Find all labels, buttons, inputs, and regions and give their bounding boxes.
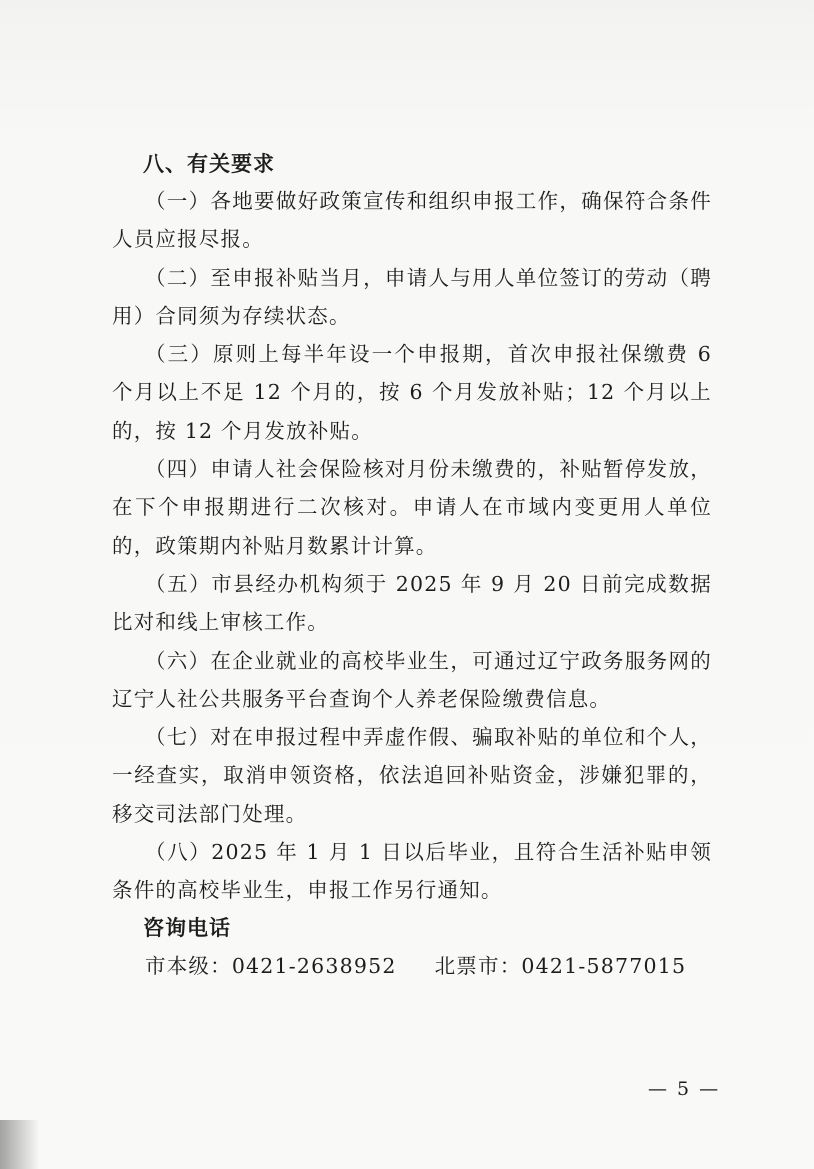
paragraph-3: （三）原则上每半年设一个申报期，首次申报社保缴费 6 个月以上不足 12 个月的，按 6 个月发放补贴；12 个月以上的，按 12 个月发放补贴。 (112, 342, 712, 443)
contact-list (112, 946, 712, 986)
contact-phone-city: 0421-2638952 (231, 953, 397, 978)
paragraph-8: （八）2025 年 1 月 1 日以后毕业，且符合生活补贴申领条件的高校毕业生，申报工作另行通知。 (112, 840, 712, 903)
paragraph-2: （二）至申报补贴当月，申请人与用人单位签订的劳动（聘用）合同须为存续状态。 (112, 265, 712, 328)
contact-label-beipiao: 北票市： (434, 953, 522, 978)
scan-edge-shadow (0, 1120, 40, 1169)
paragraph-4: （四）申请人社会保险核对月份未缴费的，补贴暂停发放，在下个申报期进行二次核对。申请人在市域内变更用人单位的，政策期内补贴月数累计计算。 (112, 457, 712, 558)
paragraph-5: （五）市县经办机构须于 2025 年 9 月 20 日前完成数据比对和线上审核工作。 (112, 571, 712, 635)
contact-phone-beipiao: 0421-5877015 (521, 953, 687, 978)
paragraph-6: （六）在企业就业的高校毕业生，可通过辽宁政务服务网的辽宁人社公共服务平台查询个人养老保险缴费信息。 (112, 648, 712, 711)
paragraph-1: （一）各地要做好政策宣传和组织申报工作，确保符合条件人员应报尽报。 (112, 189, 712, 252)
page-number: — 5 — (648, 1078, 721, 1100)
contact-heading: 咨询电话 (143, 915, 231, 940)
section-heading: 八、有关要求 (143, 152, 275, 176)
paragraph-7: （七）对在申报过程中弄虚作假、骗取补贴的单位和个人，一经查实，取消申领资格，依法追回补贴资金，涉嫌犯罪的，移交司法部门处理。 (112, 725, 712, 826)
contact-label-city: 市本级： (145, 953, 232, 978)
document-body (112, 146, 712, 986)
